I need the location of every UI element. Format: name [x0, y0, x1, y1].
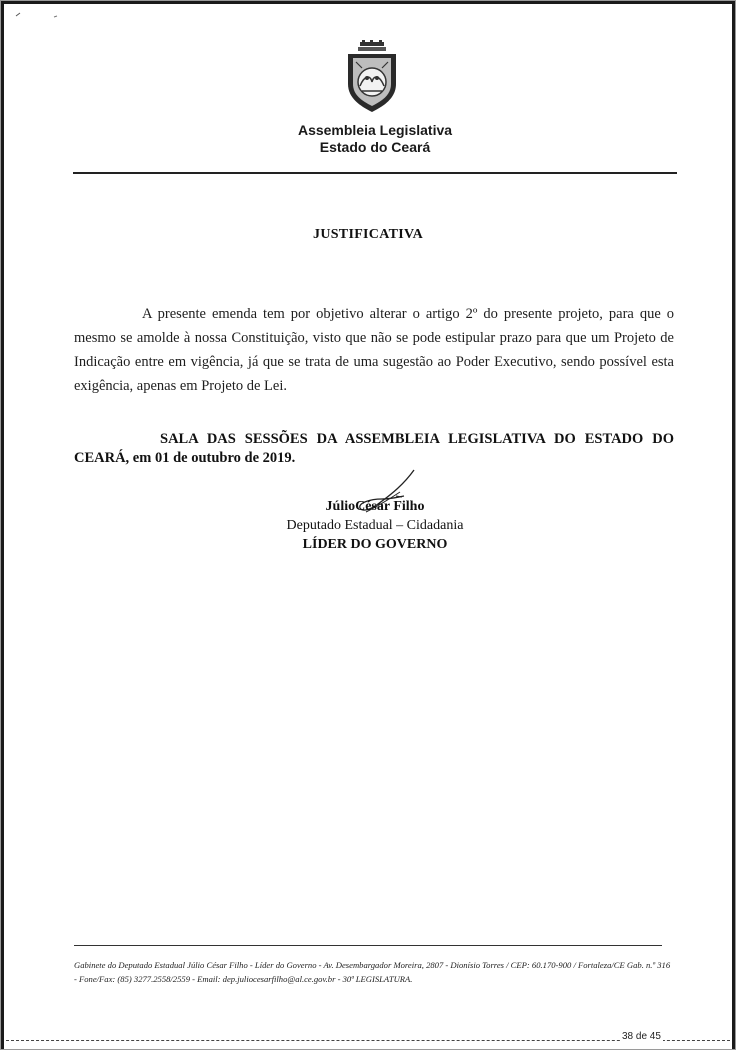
- session-closing: SALA DAS SESSÕES DA ASSEMBLEIA LEGISLATIVA DO ESTADO DO CEARÁ, em 01 de outubro de 2019.: [74, 431, 674, 466]
- justification-paragraph: A presente emenda tem por objetivo alterar o artigo 2º do presente projeto, para que o mesmo se amolde à nossa Constituição, visto que não se pode estipular prazo para que um Projeto de Indicação entre em vigência, já que se trata de uma sugestão ao Poder Executivo, sendo possível esta exigência, apenas em Projeto de Lei.: [74, 306, 674, 394]
- ceara-coat-of-arms-icon: [342, 40, 402, 114]
- signer-title: LÍDER DO GOVERNO: [302, 537, 448, 552]
- organization-name: Assembleia Legislativa: [297, 122, 453, 138]
- header-divider: [73, 172, 677, 174]
- signer-role: Deputado Estadual – Cidadania: [286, 518, 464, 533]
- page-number: 38 de 45: [622, 1031, 661, 1042]
- signature-block: [230, 497, 520, 554]
- scan-specks: [8, 8, 68, 28]
- footer-divider: [74, 945, 662, 946]
- footer-address: Gabinete do Deputado Estadual Júlio César Filho - Líder do Governo - Av. Desembargador Moreira, 2807 - Dionísio Torres / CEP: 60.170-900 / Fortaleza/CE Gab. n.º 316 - Fone/Fax: (85) 3277.2558/2559 - Email: dep.juliocesarfilho@al.ce.gov.br - 30ª LEGISLATURA.: [74, 960, 671, 984]
- organization-state: Estado do Ceará: [319, 139, 431, 155]
- signer-name: JúlioCésar Filho: [325, 499, 425, 514]
- document-title: JUSTIFICATIVA: [313, 227, 423, 242]
